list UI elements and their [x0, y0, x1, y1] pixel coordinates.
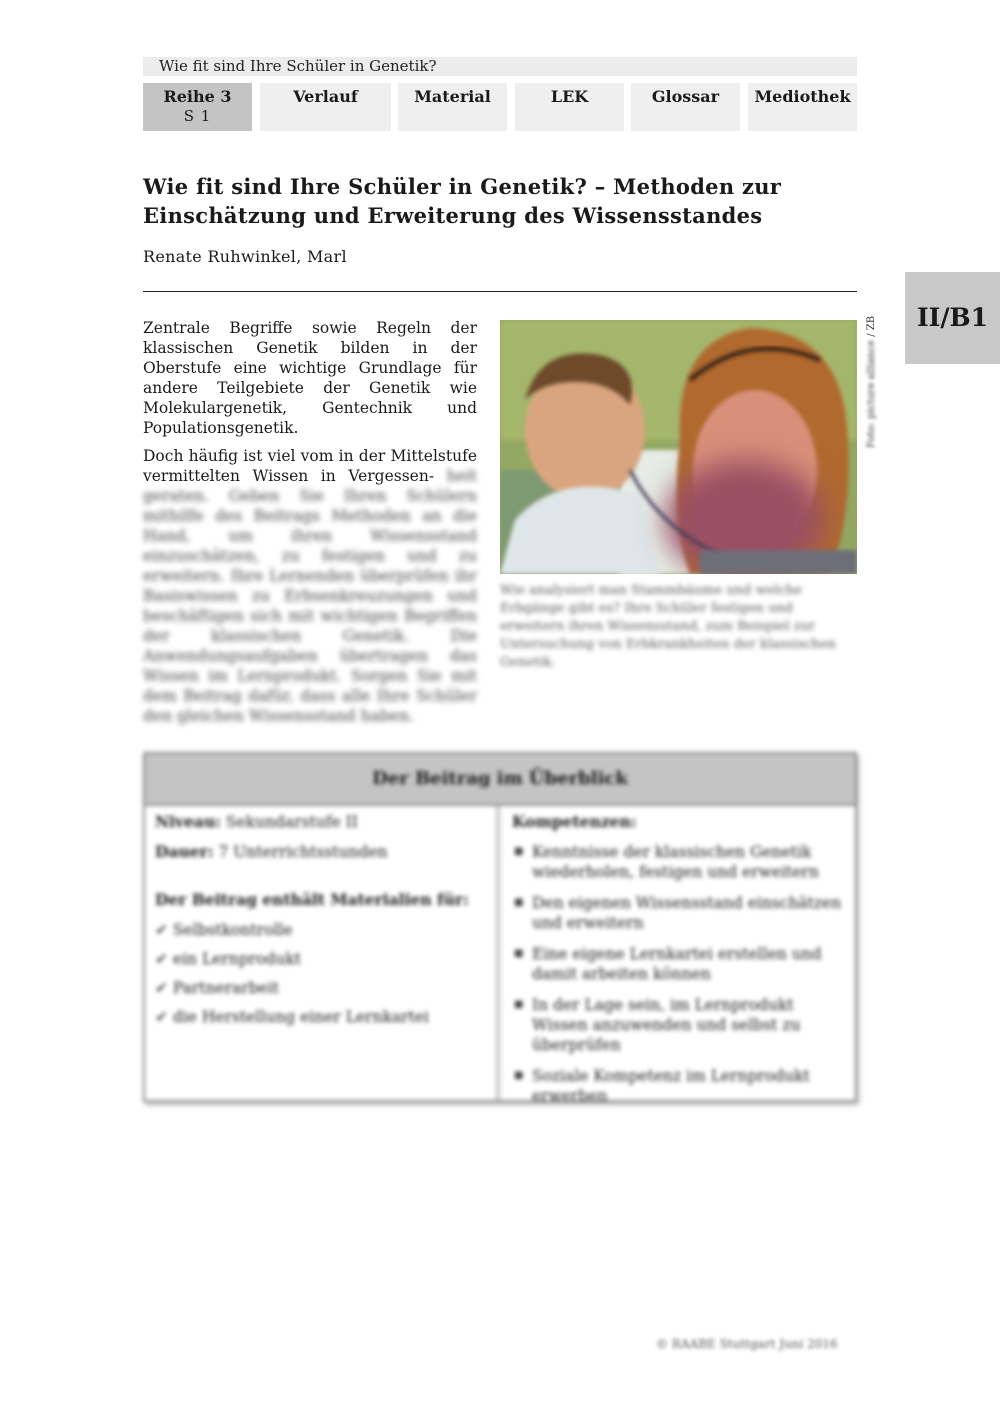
title-line-2: Einschätzung und Erweiterung des Wissensstandes — [143, 203, 763, 228]
dauer-label: Dauer: — [155, 842, 214, 861]
tab-mediothek-label: Mediothek — [754, 87, 851, 106]
running-header: Wie fit sind Ihre Schüler in Genetik? — [143, 57, 857, 76]
tab-lek[interactable] — [515, 83, 624, 131]
intro-paragraph-2 — [143, 446, 477, 726]
section-marker: II/B1 — [905, 272, 1000, 364]
tab-reihe-page: S 1 — [183, 107, 212, 125]
overview-heading: Der Beitrag im Überblick — [145, 754, 855, 806]
competence-item: ■ In der Lage sein, im Lernprodukt Wissen anzuwenden und selbst zu überprüfen — [532, 995, 845, 1055]
niveau-label: Niveau: — [155, 812, 221, 831]
overview-right-column — [502, 806, 855, 1105]
competence-item: ■ Kenntnisse der klassischen Genetik wiederholen, festigen und erweitern — [532, 842, 845, 882]
competences-heading: Kompetenzen: — [512, 812, 637, 831]
intro-paragraph-1: Zentrale Begriffe sowie Regeln der klassischen Genetik bilden in der Oberstufe eine wichtige Grundlage für andere Teilgebiete der Genetik wie Molekulargenetik, Gentechnik und Populationsgenetik. — [143, 319, 477, 437]
photo-credit-blurred: Foto: picture alliance — [866, 339, 877, 448]
title-line-1: Wie fit sind Ihre Schüler in Genetik? – Methoden zur — [143, 174, 782, 199]
photo-credit — [866, 315, 877, 448]
niveau-row — [155, 812, 486, 832]
title-divider — [143, 291, 857, 292]
tab-material-label: Material — [414, 87, 491, 106]
tab-verlauf-label: Verlauf — [293, 87, 358, 106]
overview-left-column — [145, 806, 500, 1100]
article-title — [143, 172, 857, 230]
photo-credit-visible: / ZB — [866, 315, 877, 337]
tab-glossar-label: Glossar — [651, 87, 720, 106]
dauer-value: 7 Unterrichtsstunden — [218, 843, 388, 861]
materials-item: ✔ die Herstellung einer Lernkartei — [155, 1007, 486, 1027]
materials-item: ✔ Partnerarbeit — [155, 978, 486, 998]
tab-glossar[interactable] — [631, 83, 740, 131]
page-footer: © RAABE Stuttgart Juni 2016 — [656, 1337, 838, 1351]
tab-lek-label: LEK — [550, 87, 589, 106]
materials-item: ✔ ein Lernprodukt — [155, 949, 486, 969]
competence-item: ■ Soziale Kompetenz im Lernprodukt erwerben — [532, 1066, 845, 1106]
competences-list — [512, 842, 845, 1106]
photo-illustration — [500, 320, 857, 574]
tab-verlauf[interactable] — [260, 83, 391, 131]
intro-paragraph-2-visible: Doch häufig ist viel vom in der Mittelstufe vermittelten Wissen in Vergessen- — [143, 447, 477, 485]
photo-caption: Wie analysiert man Stammbäume und welche Erbgänge gibt es? Ihre Schüler festigen und erweitern ihren Wissensstand, zum Beispiel zur Untersuchung von Erbkrankheiten der klassischen Genetik. — [500, 583, 836, 670]
overview-box — [143, 752, 857, 1105]
competence-item: ■ Den eigenen Wissensstand einschätzen und erweitern — [532, 893, 845, 933]
section-nav — [143, 83, 857, 131]
materials-heading: Der Beitrag enthält Materialien für: — [155, 890, 469, 909]
intro-paragraph-2-blurred: heit geraten. Geben Sie Ihren Schülern mithilfe des Beitrags Methoden an die Hand, um ihren Wissensstand einzuschätzen, zu festigen und zu erweitern. Ihre Lernenden überprüfen ihr Basiswissen zu Erbsenkreuzungen und beschäftigen sich mit wichtigen Begriffen der klassischen Genetik. Die Anwendungsaufgaben übertragen das Wissen im Lernprodukt. Sorgen Sie mit dem Beitrag dafür, dass alle Ihre Schüler den gleichen Wissensstand haben. — [143, 467, 477, 725]
tab-mediothek[interactable] — [748, 83, 857, 131]
intro-text — [143, 318, 477, 734]
article-author: Renate Ruhwinkel, Marl — [143, 247, 347, 266]
dauer-row — [155, 842, 486, 862]
competence-item: ■ Eine eigene Lernkartei erstellen und damit arbeiten können — [532, 944, 845, 984]
niveau-value: Sekundarstufe II — [225, 813, 358, 831]
tab-reihe-label: Reihe 3 — [163, 87, 232, 106]
materials-item: ✔ Selbstkontrolle — [155, 920, 486, 940]
tab-reihe[interactable] — [143, 83, 252, 131]
tab-material[interactable] — [398, 83, 507, 131]
article-photo — [500, 320, 857, 574]
